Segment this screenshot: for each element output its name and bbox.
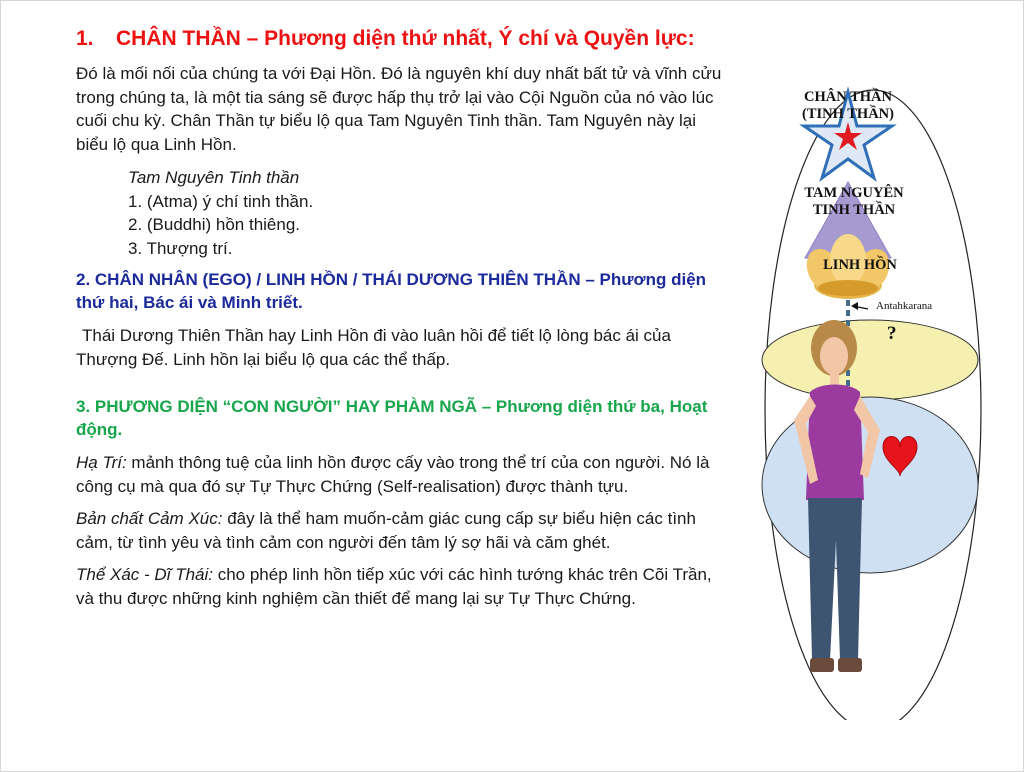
emotional-nature-text: đây là thể ham muốn-cảm giác cung cấp sự biểu hiện các tình cảm, từ tình yêu và tình cảm con người đến tâm lý sợ hãi và căm ghét. xyxy=(76,509,696,552)
physical-etheric-term: Thể Xác - Dĩ Thái: xyxy=(76,565,213,584)
lower-mind-text: mảnh thông tuệ của linh hồn được cấy vào trong thể trí của con người. Nó là công cụ mà qua đó sự Tự Thực Chứng (Self-realisation) được thành tựu. xyxy=(76,453,710,496)
triad-item-manas: 3. Thượng trí. xyxy=(128,238,233,258)
physical-etheric-text: cho phép linh hồn tiếp xúc với các hình tướng khác trên Cõi Trần, và thu được những kinh nghiệm cần thiết để mang lại sự Tự Thực Chứng. xyxy=(76,565,712,608)
triad-label xyxy=(784,185,924,219)
antahkarana-arrowhead xyxy=(851,302,858,310)
emotional-nature-term: Bản chất Cảm Xúc: xyxy=(76,509,223,528)
triad-list-title: Tam Nguyên Tinh thần xyxy=(128,168,300,187)
section1-number: 1. xyxy=(76,27,94,50)
triad-label-line1: TAM NGUYÊN xyxy=(804,185,904,201)
triad-item-atma: 1. (Atma) ý chí tinh thần. xyxy=(128,191,314,211)
monad-label-line1: CHÂN THẦN xyxy=(804,89,892,105)
emotional-nature-item xyxy=(76,507,726,554)
question-mark: ? xyxy=(887,323,897,344)
triad-list xyxy=(128,166,726,260)
section3-heading: 3. PHƯƠNG DIỆN “CON NGƯỜI” HAY PHÀM NGÃ – Phương diện thứ ba, Hoạt động. xyxy=(76,397,708,439)
monad-label-line2: (TINH THẦN) xyxy=(802,106,894,122)
section1-heading xyxy=(76,26,726,52)
lower-mind-term: Hạ Trí: xyxy=(76,453,127,472)
soul-label: LINH HỒN xyxy=(823,257,897,273)
section2-body: Thái Dương Thiên Thần hay Linh Hồn đi vào luân hồi để tiết lộ lòng bác ái của Thượng Đế. Linh hồn lại biểu lộ qua các thể thấp. xyxy=(76,326,671,369)
triad-item-buddhi: 2. (Buddhi) hồn thiêng. xyxy=(128,215,301,234)
text-column xyxy=(76,26,726,610)
section2-heading: 2. CHÂN NHÂN (EGO) / LINH HỒN / THÁI DƯƠNG THIÊN THẦN – Phương diện thứ hai, Bác ái và Minh triết. xyxy=(76,270,707,312)
soul-diagram xyxy=(750,80,990,720)
section1-body: Đó là mối nối của chúng ta với Đại Hồn. Đó là nguyên khí duy nhất bất tử và vĩnh cửu trong chúng ta, là một tia sáng sẽ được hấp thụ trở lại vào Cội Nguồn của nó vào lúc cuối chu kỳ. Chân Thần tự biểu lộ qua Tam Nguyên Tinh thần. Tam Nguyên này lại biểu lộ qua Linh Hồn. xyxy=(76,64,722,154)
mental-body-ellipse xyxy=(762,320,978,400)
section1-title: CHÂN THẦN – Phương diện thứ nhất, Ý chí và Quyền lực: xyxy=(116,27,695,50)
monad-label xyxy=(778,89,918,123)
lower-mind-item xyxy=(76,451,726,498)
antahkarana-label: Antahkarana xyxy=(876,300,933,312)
triad-label-line2: TINH THẦN xyxy=(812,202,896,218)
diagram-graphics xyxy=(750,80,990,720)
physical-etheric-item xyxy=(76,563,726,610)
